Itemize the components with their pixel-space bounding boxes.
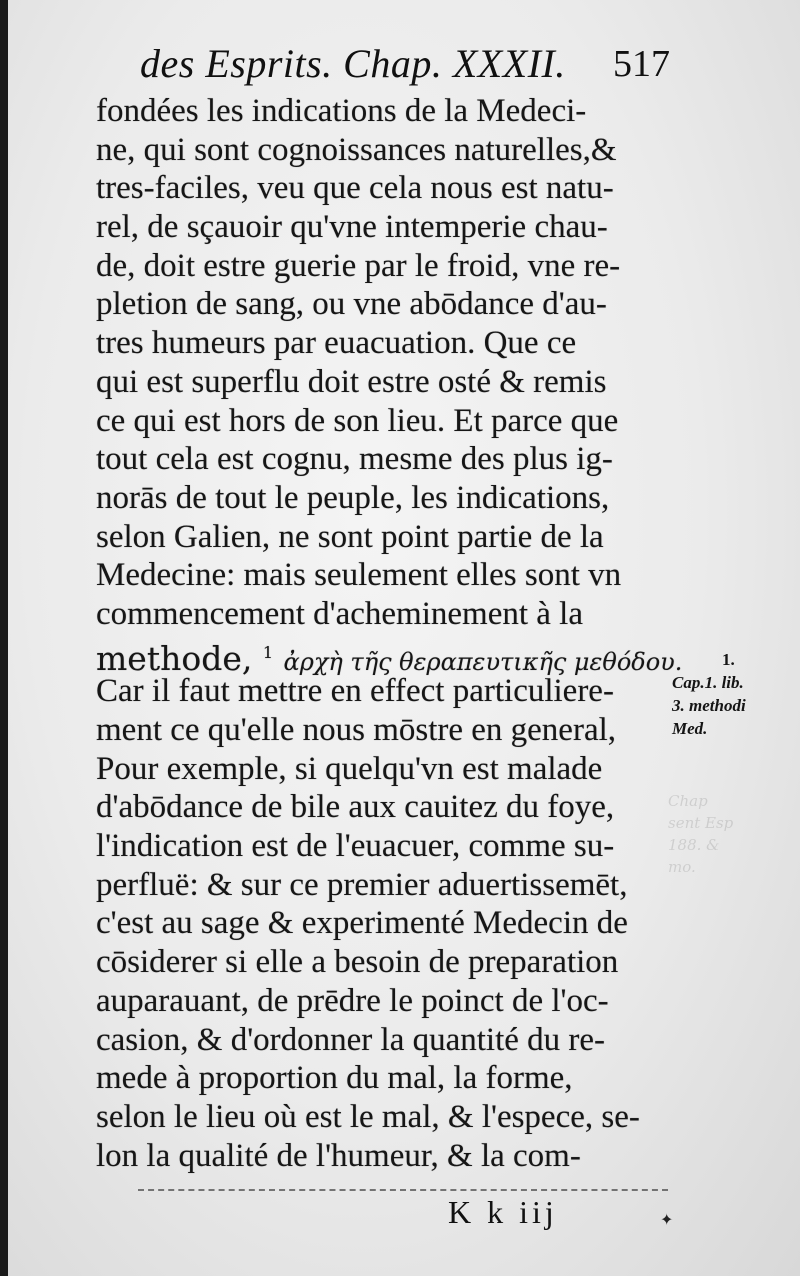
text-line: casion, & d'ordonner la quantité du re- bbox=[96, 1021, 606, 1058]
text-line: qui est superflu doit estre osté & remis bbox=[96, 363, 607, 400]
page-number: 517 bbox=[613, 43, 670, 85]
text-line: commencement d'acheminement à la bbox=[96, 595, 583, 632]
text-line: ce qui est hors de son lieu. Et parce que bbox=[96, 402, 619, 439]
text-line: tres humeurs par euacuation. Que ce bbox=[96, 325, 577, 362]
text-line: de, doit estre guerie par le froid, vne re- bbox=[96, 247, 621, 284]
running-head: des Esprits. Chap. XXXII. bbox=[140, 41, 566, 86]
text-line: Car il faut mettre en effect particuliere- bbox=[96, 673, 614, 710]
text-line-start: methode, bbox=[96, 638, 253, 678]
book-page bbox=[8, 0, 800, 1276]
text-line: l'indication est de l'euacuer, comme su- bbox=[96, 828, 615, 865]
body-text bbox=[96, 92, 683, 1175]
text-line: mede à proportion du mal, la forme, bbox=[96, 1060, 573, 1097]
text-line: c'est au sage & experimenté Medecin de bbox=[96, 905, 628, 942]
text-line: ment ce qu'elle nous mōstre en general, bbox=[96, 712, 617, 748]
text-line: Pour exemple, si quelqu'vn est malade bbox=[96, 750, 603, 787]
page-header bbox=[140, 40, 670, 96]
text-line: perfluë: & sur ce premier aduertissemēt, bbox=[96, 866, 628, 903]
text-line: fondées les indications de la Medeci- bbox=[96, 93, 587, 129]
signature-mark: K k iij bbox=[448, 1194, 558, 1230]
greek-quotation: ἀρχὴ τῆς θεραπευτικῆς μεθόδου. bbox=[283, 647, 683, 676]
text-line: cōsiderer si elle a besoin de preparation bbox=[96, 944, 619, 981]
marginal-note-line: 3. methodi bbox=[672, 696, 746, 715]
text-line-with-greek bbox=[96, 634, 683, 678]
bleed-through-text: Chap sent Esp 188. & mo. bbox=[668, 792, 734, 876]
corner-mark: ✦ bbox=[660, 1210, 674, 1229]
marginal-note-line: Cap.1. lib. bbox=[672, 673, 744, 692]
text-line: auparauant, de prēdre le poinct de l'oc- bbox=[96, 982, 609, 1019]
text-line: d'abōdance de bile aux cauitez du foye, bbox=[96, 789, 615, 826]
text-line: tres-faciles, veu que cela nous est natu- bbox=[96, 170, 614, 207]
footer-rule bbox=[138, 1189, 668, 1191]
text-line: norās de tout le peuple, les indications, bbox=[96, 479, 610, 516]
text-line: rel, de sçauoir qu'vne intemperie chau- bbox=[96, 209, 608, 246]
text-line: Medecine: mais seulement elles sont vn bbox=[96, 557, 622, 594]
text-line: ne, qui sont cognoissances naturelles,& bbox=[96, 131, 617, 168]
text-line: pletion de sang, ou vne abōdance d'au- bbox=[96, 286, 607, 323]
text-line: selon le lieu où est le mal, & l'espece, se- bbox=[96, 1098, 640, 1135]
text-line: selon Galien, ne sont point partie de la bbox=[96, 518, 604, 555]
marginal-note-number: 1. bbox=[722, 650, 735, 669]
text-line: tout cela est cognu, mesme des plus ig- bbox=[96, 441, 613, 478]
text-line: lon la qualité de l'humeur, & la com- bbox=[96, 1137, 581, 1174]
footnote-ref: 1 bbox=[262, 642, 274, 662]
marginal-note-line: Med. bbox=[672, 719, 708, 738]
marginal-note bbox=[672, 648, 792, 740]
